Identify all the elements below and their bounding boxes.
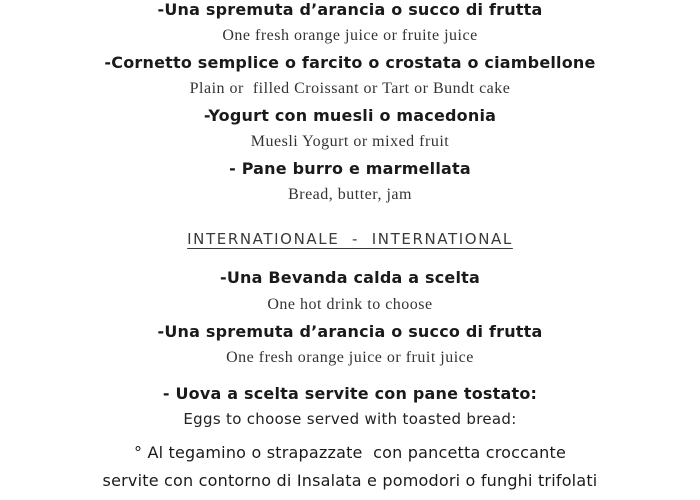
- egg-option-line: servite con contorno di Insalata e pomodori o funghi trifolati: [102, 471, 598, 490]
- egg-option-line: ° Al tegamino o strapazzate con pancetta croccante: [133, 443, 567, 462]
- menu-item-italian: - Pane burro e marmellata: [229, 159, 471, 178]
- menu-item-english: Plain or filled Croissant or Tart or Bundt cake: [189, 80, 511, 97]
- menu-item-english: One fresh orange juice or fruite juice: [222, 27, 478, 44]
- menu-item-italian: -Yogurt con muesli o macedonia: [203, 106, 497, 125]
- menu-item-english: One fresh orange juice or fruit juice: [226, 349, 474, 366]
- menu-item-italian: -Una Bevanda calda a scelta: [219, 268, 481, 287]
- section-title-international: INTERNATIONALE - INTERNATIONAL: [187, 230, 513, 248]
- menu-item-italian: -Cornetto semplice o farcito o crostata o ciambellone: [104, 53, 596, 72]
- menu-item-english: Muesli Yogurt or mixed fruit: [250, 133, 450, 150]
- menu-item-english: One hot drink to choose: [267, 296, 433, 313]
- menu-item-italian: -Una spremuta d’arancia o succo di frutta: [157, 0, 543, 19]
- menu-item-italian: -Una spremuta d’arancia o succo di frutta: [157, 322, 543, 341]
- menu-item-english: Bread, butter, jam: [288, 186, 412, 203]
- menu-item-italian: - Uova a scelta servite con pane tostato:: [162, 384, 538, 403]
- menu-item-english: Eggs to choose served with toasted bread:: [183, 410, 517, 428]
